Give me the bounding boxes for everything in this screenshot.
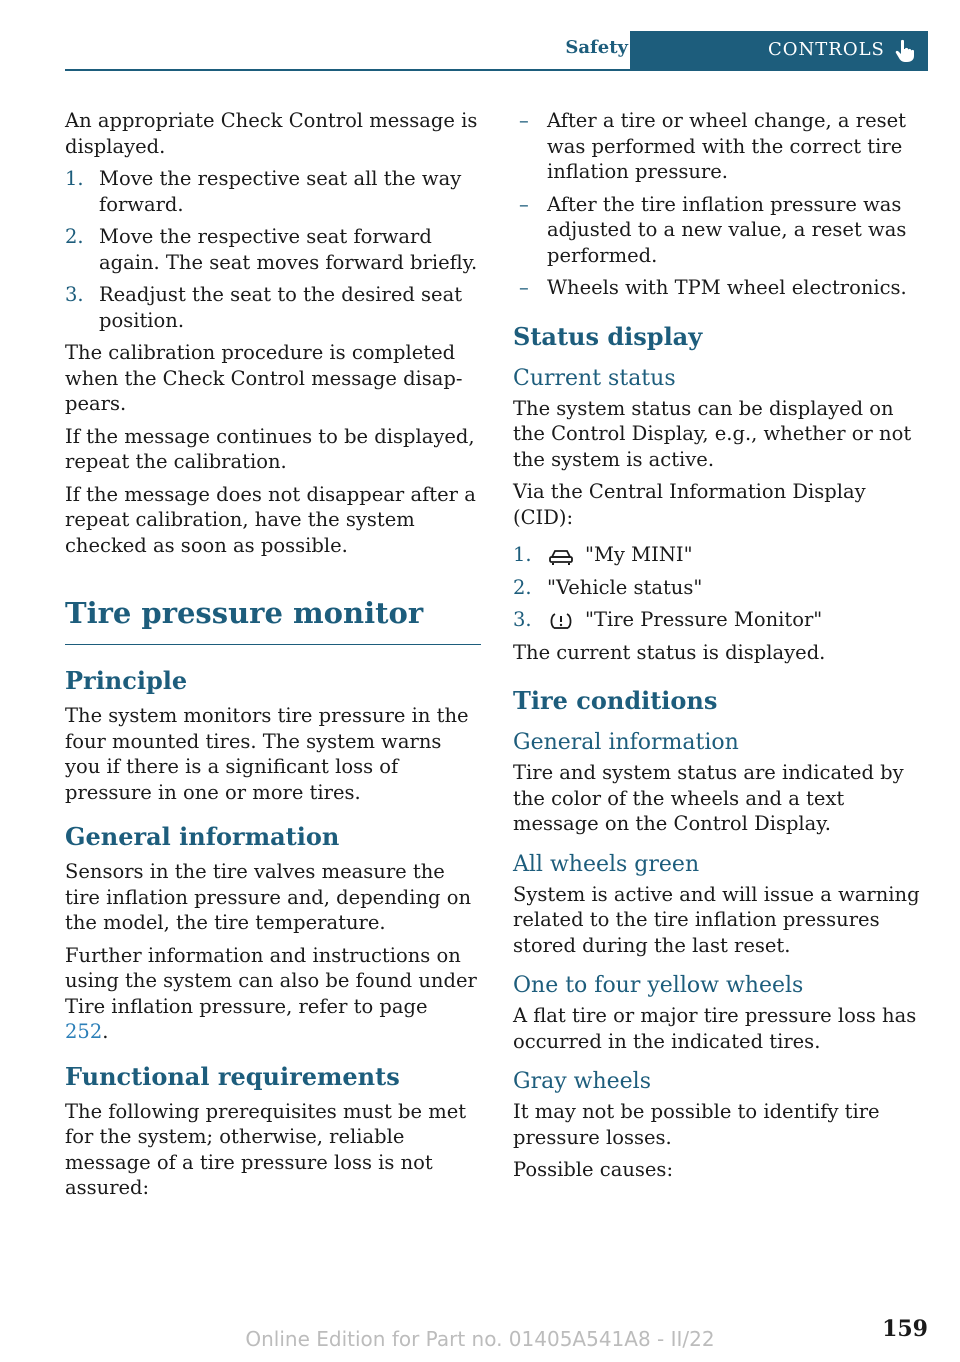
dash-mark: – <box>519 192 529 216</box>
status-display-heading: Status display <box>513 321 703 351</box>
general-info-text: Sensors in the tire valves measure the tire inflation pressure and, depending on the model, the tire temperature. <box>65 860 472 934</box>
step-text: Move the respective seat forward again. The seat moves forward briefly. <box>99 225 478 274</box>
tire-conditions-heading: Tire conditions <box>513 686 718 715</box>
conditions-general-text: Tire and system status are indicated by the color of the wheels and a text message on the Control Display. <box>513 761 904 835</box>
status-step <box>513 575 929 601</box>
header-section: Safety <box>565 37 628 58</box>
green-wheels-text: System is active and will issue a warning related to the tire inflation pressures stored during the last reset. <box>513 882 920 957</box>
step-item <box>65 224 481 275</box>
left-column <box>65 108 481 1208</box>
hand-pointer-icon <box>894 39 916 63</box>
repeat-calibration-paragraph: If the message continues to be displayed, repeat the calibration. <box>65 424 475 473</box>
requirement-item <box>513 192 929 269</box>
step-number: 3. <box>65 283 84 306</box>
requirement-text: After the tire inflation pressure was adjusted to a new value, a reset was performed. <box>547 192 907 267</box>
gray-wheels-text: It may not be possible to identify tire pressure losses. <box>513 1100 880 1149</box>
current-status-heading: Current status <box>513 365 676 391</box>
requirement-item <box>513 275 929 301</box>
requirement-item <box>513 108 929 185</box>
general-info-heading: General information <box>65 822 340 851</box>
intro-paragraph: An appropriate Check Control message is displayed. <box>65 109 478 158</box>
tire-pressure-icon <box>547 611 575 631</box>
further-info-paragraph <box>65 943 481 1045</box>
step-number: 3. <box>513 608 532 631</box>
dash-mark: – <box>519 276 529 299</box>
section-title: Tire pressure monitor <box>65 596 424 630</box>
principle-text: The system monitors tire pressure in the four mounted tires. The system warns you if there is a significant loss of pressure in one or more tires. <box>65 704 469 804</box>
step-text: "Tire Pressure Monitor" <box>585 608 823 631</box>
via-cid-text: Via the Central Information Display (CID): <box>513 480 866 529</box>
principle-heading: Principle <box>65 666 188 695</box>
car-icon <box>547 546 575 566</box>
functional-requirements-text: The following prerequisites must be met for the system; otherwise, reliable message of a tire pressure loss is not assured: <box>65 1099 467 1199</box>
yellow-wheels-text: A flat tire or major tire pressure loss has occurred in the indicated tires. <box>513 1004 917 1053</box>
conditions-general-heading: General information <box>513 730 739 755</box>
dash-mark: – <box>519 109 529 132</box>
step-number: 1. <box>65 167 84 190</box>
page-header <box>65 31 928 71</box>
requirement-text: Wheels with TPM wheel electronics. <box>547 276 907 299</box>
header-rule <box>65 69 928 71</box>
step-item <box>65 166 481 217</box>
step-text: "My MINI" <box>585 543 693 566</box>
yellow-wheels-heading: One to four yellow wheels <box>513 973 804 998</box>
current-status-text: The system status can be displayed on the Control Display, e.g., whether or not the system is active. <box>513 396 912 471</box>
step-number: 2. <box>65 225 84 248</box>
possible-causes-text: Possible causes: <box>513 1158 674 1181</box>
header-chapter: CONTROLS <box>768 39 885 60</box>
calibration-complete-paragraph: The calibration procedure is completed when the Check Control message disappears. <box>65 341 463 415</box>
step-number: 2. <box>513 575 532 599</box>
step-text: Readjust the seat to the desired seat position. <box>99 283 463 332</box>
header-chapter-box <box>630 31 928 71</box>
functional-requirements-heading: Functional requirements <box>65 1061 400 1091</box>
gray-wheels-heading: Gray wheels <box>513 1069 651 1094</box>
further-info-text: Further information and instructions on using the system can also be found under Tire inflation pressure, refer to page <box>65 943 477 1018</box>
page-reference-link[interactable]: 252 <box>65 1020 103 1043</box>
requirement-text: After a tire or wheel change, a reset was performed with the correct tire inflation pressure. <box>547 109 906 183</box>
current-displayed-text: The current status is displayed. <box>513 640 826 664</box>
step-text: "Vehicle status" <box>547 575 703 599</box>
page-number: 159 <box>882 1316 928 1342</box>
status-step <box>513 542 929 568</box>
status-step <box>513 607 929 633</box>
step-number: 1. <box>513 543 532 566</box>
system-check-paragraph: If the message does not disappear after a repeat calibration, have the system checked as soon as possible. <box>65 482 476 557</box>
section-rule <box>65 644 481 645</box>
right-column <box>513 108 929 1190</box>
step-item <box>65 282 481 333</box>
further-info-end: . <box>102 1020 109 1043</box>
edition-footer: Online Edition for Part no. 01405A541A8 - II/22 <box>245 1327 715 1351</box>
step-text: Move the respective seat all the way forward. <box>99 167 462 216</box>
green-wheels-heading: All wheels green <box>513 851 700 877</box>
